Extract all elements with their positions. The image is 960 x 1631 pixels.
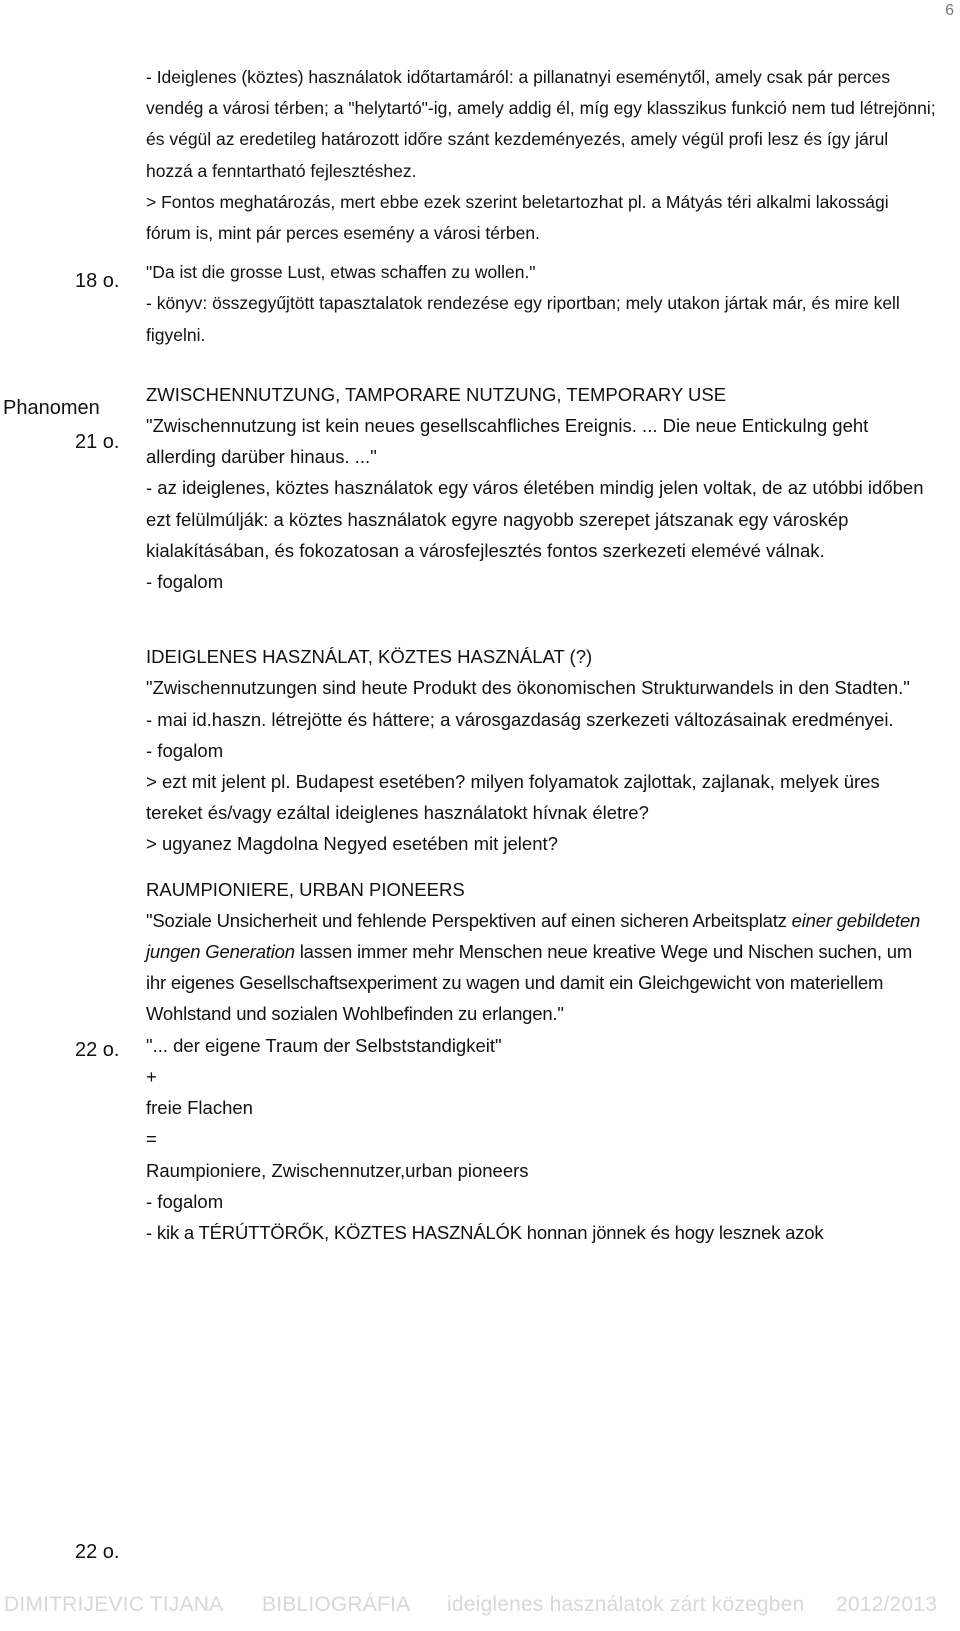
- margin-note-page-ref: 22 o.: [75, 1039, 120, 1061]
- paragraph-temporary-uses: - az ideiglenes, köztes használatok egy város életében mindig jelen voltak, de az utóbbi időben ezt felülmúlják: a köztes használatok egyre nagyobb szerepet játszanak egy városkép kialakításában, és fokozatosan a városfejlesztés fontos szerkezeti elemévé válnak.: [146, 477, 924, 561]
- heading-ideiglenes-hasznalat: IDEIGLENES HASZNÁLAT, KÖZTES HASZNÁLAT (?): [146, 646, 593, 668]
- margin-note-page-ref: 18 o.: [75, 270, 120, 292]
- heading-zwischennutzung: ZWISCHENNUTZUNG, TAMPORARE NUTZUNG, TEMPORARY USE: [146, 383, 727, 405]
- paragraph-budapest-question: > ezt mit jelent pl. Budapest esetében? milyen folyamatok zajlottak, zajlanak, melyek üres tereket és/vagy ezáltal ideiglenes használatokt hívnak életre?: [146, 771, 880, 824]
- equation-result: Raumpioniere, Zwischennutzer,urban pioneers: [146, 1159, 529, 1181]
- equation-term-freie-flachen: freie Flachen: [146, 1097, 253, 1119]
- margin-note-keyword: Phanomen: [3, 397, 100, 419]
- page-number: 6: [945, 2, 954, 19]
- paragraph-book-note: - könyv: összegyűjtött tapasztalatok rendezése egy riportban; mely utakon jártak már, és mire kell figyelni.: [146, 293, 900, 345]
- quote-emphasis: einer gebildeten jungen Generation: [146, 909, 921, 963]
- margin-note-page-ref: 22 o.: [75, 1541, 120, 1563]
- paragraph-origin: - mai id.haszn. létrejötte és háttere; a városgazdaság szerkezeti változásainak eredményei.: [146, 708, 894, 730]
- paragraph-important-definition: > Fontos meghatározás, mert ebbe ezek szerint beletartozhat pl. a Mátyás téri alkalmi lakossági fórum is, mint pár perces esemény a városi térben.: [146, 191, 889, 244]
- paragraph-magdolna-question: > ugyanez Magdolna Negyed esetében mit jelent?: [146, 833, 558, 855]
- quote-strukturwandel: "Zwischennutzungen sind heute Produkt des ökonomischen Strukturwandels in den Stadten.": [146, 677, 910, 699]
- footer-year: 2012/2013: [836, 1593, 938, 1616]
- equation-equals: =: [146, 1128, 157, 1150]
- quote-part-1: "Soziale Unsicherheit und fehlende Perspektiven auf einen sicheren Arbeitsplatz: [146, 909, 792, 931]
- equation-plus: +: [146, 1065, 157, 1087]
- footer-title: ideiglenes használatok zárt közegben: [447, 1593, 805, 1616]
- document-body: [146, 62, 936, 1248]
- paragraph-temporary-use-duration: - Ideiglenes (köztes) használatok időtartamáról: a pillanatnyi eseménytől, amely csak pár perces vendég a városi térben; a "helytartó"-ig, amely addig él, míg egy klasszikus funkció nem tud létrejönni; és végül az eredetileg határozott időre szánt kezdeményezés, amely végül profi lesz és így járul hozzá a fenntartható fejlesztéshez.: [146, 67, 936, 181]
- quote-soziale-unsicherheit: [146, 905, 936, 1030]
- note-concept: - fogalom: [146, 1190, 224, 1212]
- quote-part-2: lassen immer mehr Menschen neue kreative Wege und Nischen suchen, um ihr eigenes Gesellschaftsexperiment zu wagen und damit ein Gleichgewicht von materiellem Wohlstand und sozialen Wohlbefinden zu erlangen.": [146, 941, 913, 1025]
- margin-note-page-ref: 21 o.: [75, 431, 120, 453]
- footer-author: DIMITRIJEVIC TIJANA: [4, 1593, 224, 1616]
- quote-german: "Da ist die grosse Lust, etwas schaffen zu wollen.": [146, 262, 536, 283]
- note-concept: - fogalom: [146, 739, 224, 761]
- page-footer: [0, 1585, 960, 1631]
- footer-section: BIBLIOGRÁFIA: [262, 1593, 411, 1616]
- paragraph-who-are-pioneers: - kik a TÉRÚTTÖRŐK, KÖZTES HASZNÁLÓK honnan jönnek és hogy lesznek azok: [146, 1221, 824, 1243]
- quote-zwischennutzung: "Zwischennutzung ist kein neues gesellscahfliches Ereignis. ... Die neue Entickulng geht allerding darüber hinaus. ...": [146, 415, 869, 468]
- heading-raumpioniere: RAUMPIONIERE, URBAN PIONEERS: [146, 878, 465, 900]
- quote-selbststandigkeit: "... der eigene Traum der Selbststandigkeit": [146, 1034, 502, 1056]
- note-concept: - fogalom: [146, 571, 224, 593]
